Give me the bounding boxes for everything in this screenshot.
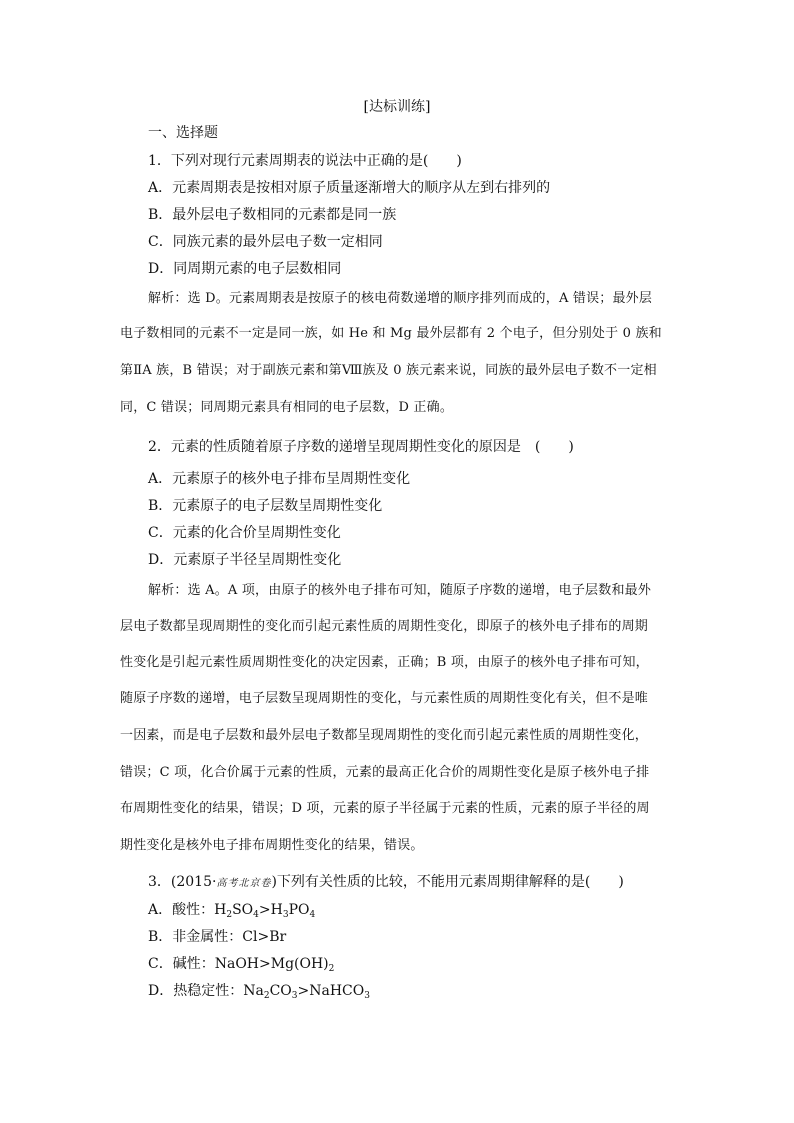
q2-explanation-line: 错误；C 项，化合价属于元素的性质，元素的最高正化合价的周期性变化是原子核外电子排 (120, 765, 650, 780)
formula-part: >H (258, 902, 283, 918)
q2-explanation-line: 期性变化是核外电子排布周期性变化的结果，错误。 (120, 838, 424, 853)
question-1-stem: 1．下列对现行元素周期表的说法中正确的是( ) (148, 153, 462, 169)
subscript: 2 (328, 964, 335, 974)
q1-explanation-line: 电子数相同的元素不一定是同一族，如 He 和 Mg 最外层都有 2 个电子，但分别处于 0 族和 (120, 326, 662, 341)
q2-option-b: B．元素原子的电子层数呈周期性变化 (148, 498, 383, 514)
question-3-stem (148, 873, 624, 893)
q2-explanation-line: 性变化是引起元素性质周期性变化的决定因素，正确；B 项，由原子的核外电子排布可知， (120, 655, 649, 670)
q2-explanation-line: 随原子序数的递增，电子层数呈现周期性的变化，与元素性质的周期性变化有关，但不是唯 (120, 691, 649, 706)
q2-option-a: A．元素原子的核外电子排布呈周期性变化 (148, 471, 411, 487)
subscript: 3 (364, 991, 370, 1001)
q3-stem-prefix: 3．(2015· (148, 874, 217, 890)
subscript: 4 (309, 910, 316, 920)
section-heading: 一、选择题 (148, 125, 218, 141)
formula-part: SO (232, 902, 254, 918)
formula-part: Na (243, 983, 264, 999)
subscript: 2 (263, 991, 270, 1001)
formula-part: PO (288, 902, 310, 918)
formula-part: H (214, 902, 227, 918)
q1-option-d: D．同周期元素的电子层数相同 (148, 261, 342, 277)
q3-stem-suffix: )下列有关性质的比较，不能用元素周期律解释的是( ) (271, 874, 624, 890)
q1-explanation-line: 解析：选 D。元素周期表是按原子的核电荷数递增的顺序排列而成的，A 错误；最外层 (148, 291, 653, 306)
subscript: 4 (253, 910, 259, 920)
formula-part: Cl>Br (242, 929, 287, 945)
page-title: [达标训练] (363, 99, 431, 115)
q3-option-d (148, 982, 370, 1000)
formula-part: NaOH>Mg(OH) (214, 956, 329, 972)
q1-option-a: A．元素周期表是按相对原子质量逐渐增大的顺序从左到右排列的 (148, 180, 551, 196)
subscript: 3 (282, 910, 289, 920)
option-label: A．酸性： (148, 902, 215, 918)
formula-part: >NaHCO (297, 983, 365, 999)
q3-option-c (148, 955, 334, 973)
q3-source: 高考北京卷 (216, 878, 272, 889)
option-label: C．碱性： (148, 956, 215, 972)
q2-explanation-line: 一因素，而是电子层数和最外层电子数都呈现周期性的变化而引起元素性质的周期性变化， (120, 728, 649, 743)
q1-option-c: C．同族元素的最外层电子数一定相同 (148, 234, 383, 250)
q2-explanation-line: 布周期性变化的结果，错误；D 项，元素的原子半径属于元素的性质，元素的原子半径的周 (120, 801, 650, 816)
formula-part: CO (269, 983, 292, 999)
q2-explanation-line: 层电子数都呈现周期性的变化而引起元素性质的周期性变化，即原子的核外电子排布的周期 (120, 619, 649, 634)
q3-option-b (148, 928, 286, 946)
subscript: 3 (291, 991, 298, 1001)
option-label: B．非金属性： (148, 929, 243, 945)
q1-option-b: B．最外层电子数相同的元素都是同一族 (148, 207, 397, 223)
option-label: D．热稳定性： (148, 983, 244, 999)
q2-option-d: D．元素原子半径呈周期性变化 (148, 552, 342, 568)
q2-explanation-line: 解析：选 A。A 项，由原子的核外电子排布可知，随原子序数的递增，电子层数和最外 (148, 583, 652, 598)
q3-option-a (148, 901, 315, 919)
q1-explanation-line: 同，C 错误；同周期元素具有相同的电子层数，D 正确。 (120, 400, 454, 415)
question-2-stem: 2．元素的性质随着原子序数的递增呈现周期性变化的原因是 ( ) (148, 439, 574, 455)
subscript: 2 (226, 910, 233, 920)
q2-option-c: C．元素的化合价呈周期性变化 (148, 525, 341, 541)
q1-explanation-line: 第ⅡA 族，B 错误；对于副族元素和第Ⅷ族及 0 族元素来说，同族的最外层电子数不一定相 (120, 363, 657, 378)
